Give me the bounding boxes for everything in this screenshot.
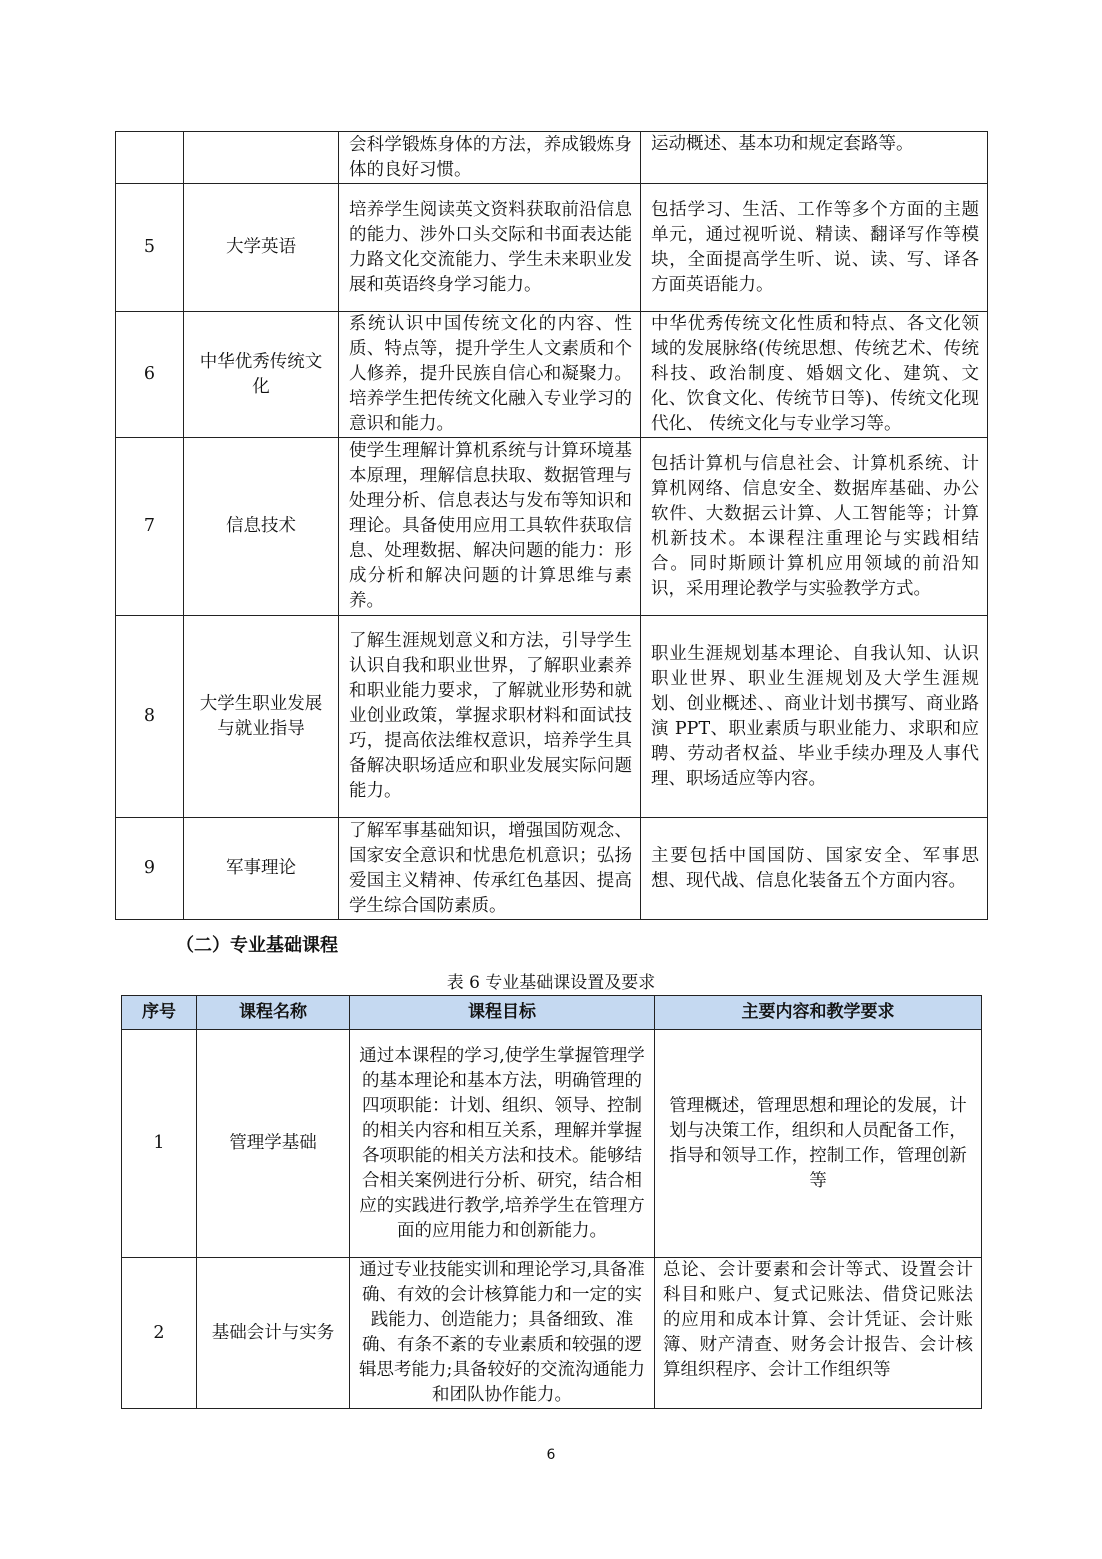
course-goal: 了解生涯规划意义和方法，引导学生认识自我和职业世界，了解职业素养和职业能力要求，了解就业形势和就业创业政策，掌握求职材料和面试技巧，提高依法维权意识，培养学生具备解决职场适应和职业发展实际问题能力。	[339, 616, 641, 818]
row-number: 7	[116, 438, 184, 616]
course-content: 主要包括中国国防、国家安全、军事思想、现代战、信息化装备五个方面内容。	[641, 818, 988, 920]
page-number: 6	[546, 1447, 556, 1463]
course-name	[184, 132, 339, 184]
foundation-courses-table	[121, 995, 982, 1409]
row-number: 6	[116, 312, 184, 438]
table-row	[122, 1030, 982, 1258]
course-name: 基础会计与实务	[197, 1258, 350, 1409]
row-number: 2	[122, 1258, 197, 1409]
row-number	[116, 132, 184, 184]
course-goal: 系统认识中国传统文化的内容、性质、特点等，提升学生人文素质和个人修养，提升民族自信心和凝聚力。培养学生把传统文化融入专业学习的意识和能力。	[339, 312, 641, 438]
row-number: 8	[116, 616, 184, 818]
course-content: 总论、会计要素和会计等式、设置会计科目和账户、复式记账法、借贷记账法的应用和成本计算、会计凭证、会计账簿、财产清查、财务会计报告、会计核算组织程序、会计工作组织等	[655, 1258, 982, 1409]
header-course-content: 主要内容和教学要求	[655, 996, 982, 1030]
course-goal: 通过专业技能实训和理论学习,具备准确、有效的会计核算能力和一定的实践能力、创造能力；具备细致、准确、有条不紊的专业素质和较强的逻辑思考能力;具备较好的交流沟通能力和团队协作能力。	[350, 1258, 655, 1409]
course-content: 包括学习、生活、工作等多个方面的主题单元，通过视听说、精读、翻译写作等模块，全面提高学生听、说、读、写、译各方面英语能力。	[641, 184, 988, 312]
course-name: 大学英语	[184, 184, 339, 312]
course-name: 管理学基础	[197, 1030, 350, 1258]
course-goal: 通过本课程的学习,使学生掌握管理学的基本理论和基本方法，明确管理的四项职能：计划、组织、领导、控制的相关内容和相互关系，理解并掌握各项职能的相关方法和技术。能够结合相关案例进行分析、研究，结合相应的实践进行教学,培养学生在管理方面的应用能力和创新能力。	[350, 1030, 655, 1258]
general-courses-table-continued	[115, 131, 988, 920]
course-name: 大学生职业发展与就业指导	[184, 616, 339, 818]
section-title: （二）专业基础课程	[176, 935, 338, 956]
course-goal: 了解军事基础知识，增强国防观念、国家安全意识和忧患危机意识；弘扬爱国主义精神、传承红色基因、提高学生综合国防素质。	[339, 818, 641, 920]
row-number: 1	[122, 1030, 197, 1258]
course-name: 中华优秀传统文化	[184, 312, 339, 438]
table-row	[116, 616, 988, 818]
table-row	[122, 1258, 982, 1409]
course-goal: 培养学生阅读英文资料获取前沿信息的能力、涉外口头交际和书面表达能力路文化交流能力、学生未来职业发展和英语终身学习能力。	[339, 184, 641, 312]
header-course-goal: 课程目标	[350, 996, 655, 1030]
table-row	[116, 132, 988, 184]
row-number: 5	[116, 184, 184, 312]
course-content: 中华优秀传统文化性质和特点、各文化领域的发展脉络(传统思想、传统艺术、传统科技、政治制度、婚姻文化、建筑、文化、饮食文化、传统节日等)、传统文化现代化、 传统文化与专业学习等。	[641, 312, 988, 438]
table-row	[116, 818, 988, 920]
course-name: 军事理论	[184, 818, 339, 920]
row-number: 9	[116, 818, 184, 920]
course-content: 运动概述、基本功和规定套路等。	[641, 132, 988, 184]
header-course-name: 课程名称	[197, 996, 350, 1030]
course-name: 信息技术	[184, 438, 339, 616]
course-content: 管理概述，管理思想和理论的发展，计划与决策工作，组织和人员配备工作，指导和领导工作，控制工作，管理创新等	[655, 1030, 982, 1258]
table-header-row	[122, 996, 982, 1030]
table-caption: 表 6 专业基础课设置及要求	[446, 973, 656, 993]
table-row	[116, 312, 988, 438]
table-row	[116, 184, 988, 312]
course-content: 职业生涯规划基本理论、自我认知、认识职业世界、职业生涯规划及大学生涯规划、创业概述、、商业计划书撰写、商业路演 PPT、职业素质与职业能力、求职和应聘、劳动者权益、毕业手续办理及人事代理、职场适应等内容。	[641, 616, 988, 818]
course-goal: 会科学锻炼身体的方法，养成锻炼身体的良好习惯。	[339, 132, 641, 184]
header-number: 序号	[122, 996, 197, 1030]
course-goal: 使学生理解计算机系统与计算环境基本原理，理解信息扶取、数据管理与处理分析、信息表达与发布等知识和理论。具备使用应用工具软件获取信息、处理数据、解决问题的能力：形成分析和解决问题的计算思维与素养。	[339, 438, 641, 616]
course-content: 包括计算机与信息社会、计算机系统、计算机网络、信息安全、数据库基础、办公软件、大数据云计算、人工智能等；计算机新技术。本课程注重理论与实践相结合。同时斯顾计算机应用领域的前沿知识，采用理论教学与实验教学方式。	[641, 438, 988, 616]
table-row	[116, 438, 988, 616]
